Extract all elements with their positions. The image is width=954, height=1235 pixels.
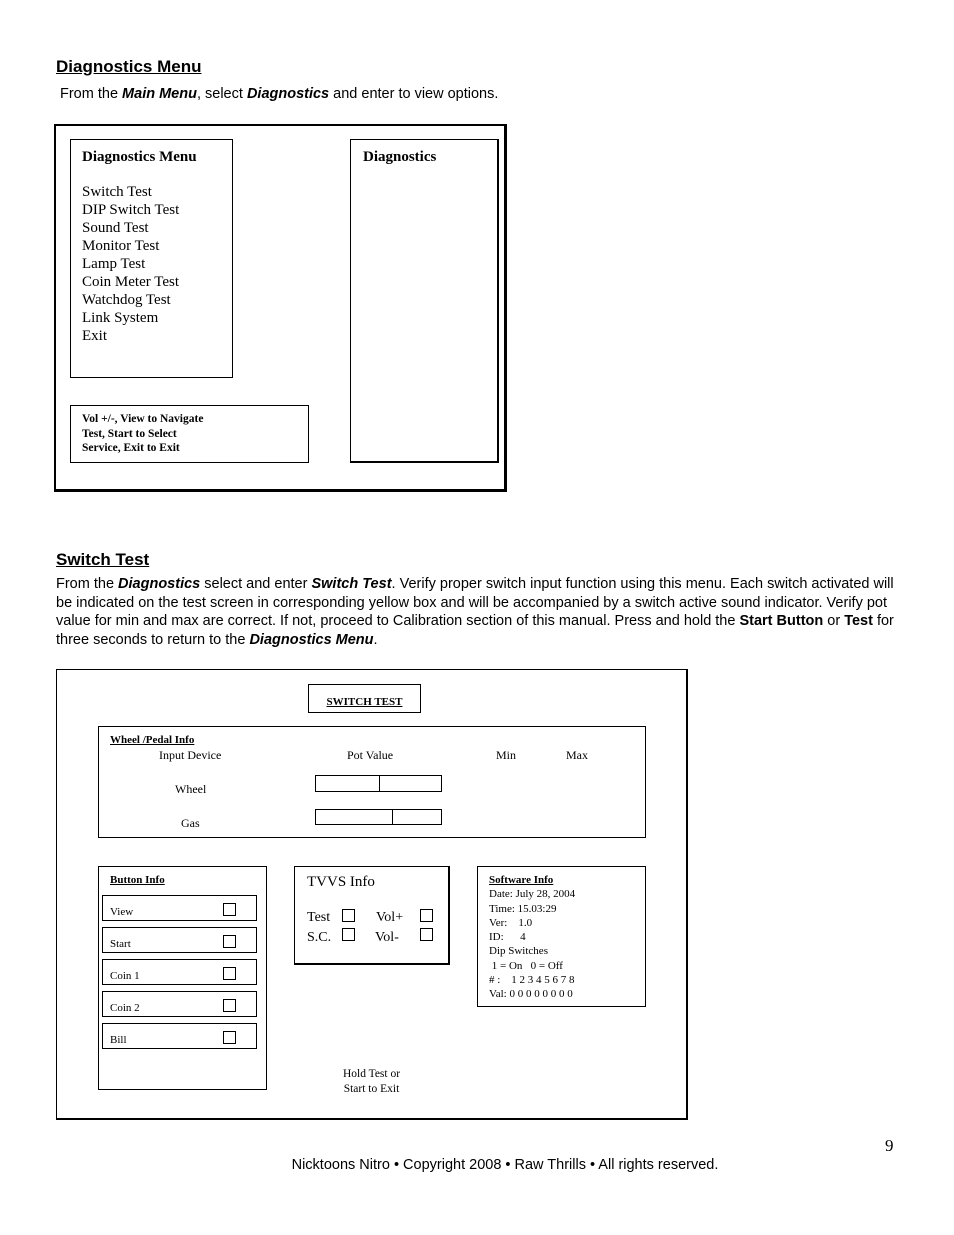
- dip-numbers: # : 1 2 3 4 5 6 7 8: [489, 974, 575, 987]
- col-input-device: Input Device: [159, 748, 222, 762]
- button-row-coin1[interactable]: [102, 959, 257, 985]
- switch-test-title: SWITCH TEST: [326, 696, 403, 708]
- help-line-navigate: Vol +/-, View to Navigate: [82, 413, 204, 425]
- button-label-view: View: [110, 906, 134, 918]
- tvvs-title: TVVS Info: [307, 874, 375, 890]
- menu-box-title: Diagnostics Menu: [82, 149, 197, 165]
- menu-item-coin-meter-test[interactable]: Coin Meter Test: [82, 274, 179, 290]
- col-pot-value: Pot Value: [347, 748, 394, 762]
- menu-item-link-system[interactable]: Link System: [82, 310, 159, 326]
- tvvs-volminus-indicator: [420, 928, 433, 941]
- gas-label: Gas: [181, 816, 200, 830]
- bill-indicator-box: [223, 1031, 236, 1044]
- wheel-pedal-heading: Wheel /Pedal Info: [110, 734, 195, 746]
- dip-values: Val: 0 0 0 0 0 0 0 0: [489, 988, 573, 1001]
- button-row-coin2[interactable]: [102, 991, 257, 1017]
- gas-pot-marker: [392, 810, 393, 824]
- software-date: Date: July 28, 2004: [489, 888, 576, 901]
- software-version: Ver: 1.0: [489, 916, 533, 929]
- tvvs-volplus-indicator: [420, 909, 433, 922]
- diagnostics-intro: From the Main Menu, select Diagnostics and enter to view options.: [60, 86, 499, 102]
- diagnostics-panel-title: Diagnostics: [363, 149, 437, 165]
- button-label-coin2: Coin 2: [110, 1002, 140, 1014]
- tvvs-info-box: [294, 866, 450, 965]
- gas-pot-bar: [315, 809, 442, 825]
- tvvs-volminus-label: Vol-: [375, 930, 399, 945]
- button-info-box: [98, 866, 267, 1090]
- page-number: 9: [885, 1136, 894, 1155]
- start-indicator-box: [223, 935, 236, 948]
- wheel-pedal-info-box: [98, 726, 646, 838]
- diagnostics-panel: [350, 139, 499, 463]
- col-min: Min: [496, 748, 517, 762]
- exit-hint: [310, 1067, 433, 1097]
- coin1-indicator-box: [223, 967, 236, 980]
- menu-item-lamp-test[interactable]: Lamp Test: [82, 256, 146, 272]
- button-row-view[interactable]: [102, 895, 257, 921]
- menu-item-exit[interactable]: Exit: [82, 328, 107, 344]
- menu-item-sound-test[interactable]: Sound Test: [82, 220, 149, 236]
- software-id: ID: 4: [489, 931, 526, 944]
- wheel-pot-marker: [379, 776, 380, 791]
- menu-item-dip-switch-test[interactable]: DIP Switch Test: [82, 202, 180, 218]
- switch-test-title-box: [308, 684, 421, 713]
- tvvs-sc-indicator: [342, 928, 355, 941]
- help-line-select: Test, Start to Select: [82, 427, 177, 440]
- tvvs-test-indicator: [342, 909, 355, 922]
- footer-copyright: Nicktoons Nitro • Copyright 2008 • Raw Thrills • All rights reserved.: [291, 1157, 719, 1173]
- switch-test-description: From the Diagnostics select and enter Switch Test. Verify proper switch input function using this menu. Each switch activated will be indicated on the test screen in corresponding yellow box and will be accompanied by a switch active sound indicator. Verify pot value for min and max are correct. If not, proceed to Calibration section of this manual. Press and hold the Start Button or Test for three seconds to return to the Diagnostics Menu.: [56, 576, 894, 648]
- menu-item-watchdog-test[interactable]: Watchdog Test: [82, 292, 171, 308]
- tvvs-test-label: Test: [307, 910, 331, 925]
- button-label-coin1: Coin 1: [110, 970, 140, 982]
- tvvs-volplus-label: Vol+: [376, 910, 404, 925]
- help-line-exit: Service, Exit to Exit: [82, 442, 180, 454]
- menu-item-monitor-test[interactable]: Monitor Test: [82, 238, 160, 254]
- software-info-box: [477, 866, 646, 1007]
- switch-test-heading: Switch Test: [56, 550, 150, 569]
- menu-list: [82, 183, 232, 345]
- wheel-label: Wheel: [175, 782, 207, 796]
- dip-legend: 1 = On 0 = Off: [489, 959, 563, 972]
- exit-hint-line2: Start to Exit: [343, 1083, 400, 1095]
- menu-item-switch-test[interactable]: Switch Test: [82, 184, 152, 200]
- button-info-heading: Button Info: [110, 874, 165, 886]
- software-info-heading: Software Info: [489, 874, 554, 886]
- button-row-start[interactable]: [102, 927, 257, 953]
- navigation-help-box: [70, 405, 309, 463]
- software-time: Time: 15.03:29: [489, 902, 557, 915]
- button-label-start: Start: [110, 938, 131, 950]
- diagnostics-menu-box: [70, 139, 233, 378]
- wheel-pot-bar: [315, 775, 442, 792]
- exit-hint-line1: Hold Test or: [342, 1068, 401, 1080]
- button-row-bill[interactable]: [102, 1023, 257, 1049]
- dip-switches-label: Dip Switches: [489, 945, 548, 958]
- diagnostics-heading: Diagnostics Menu: [56, 57, 202, 76]
- button-label-bill: Bill: [110, 1034, 127, 1046]
- col-max: Max: [566, 748, 588, 762]
- coin2-indicator-box: [223, 999, 236, 1012]
- view-indicator-box: [223, 903, 236, 916]
- tvvs-sc-label: S.C.: [307, 930, 332, 945]
